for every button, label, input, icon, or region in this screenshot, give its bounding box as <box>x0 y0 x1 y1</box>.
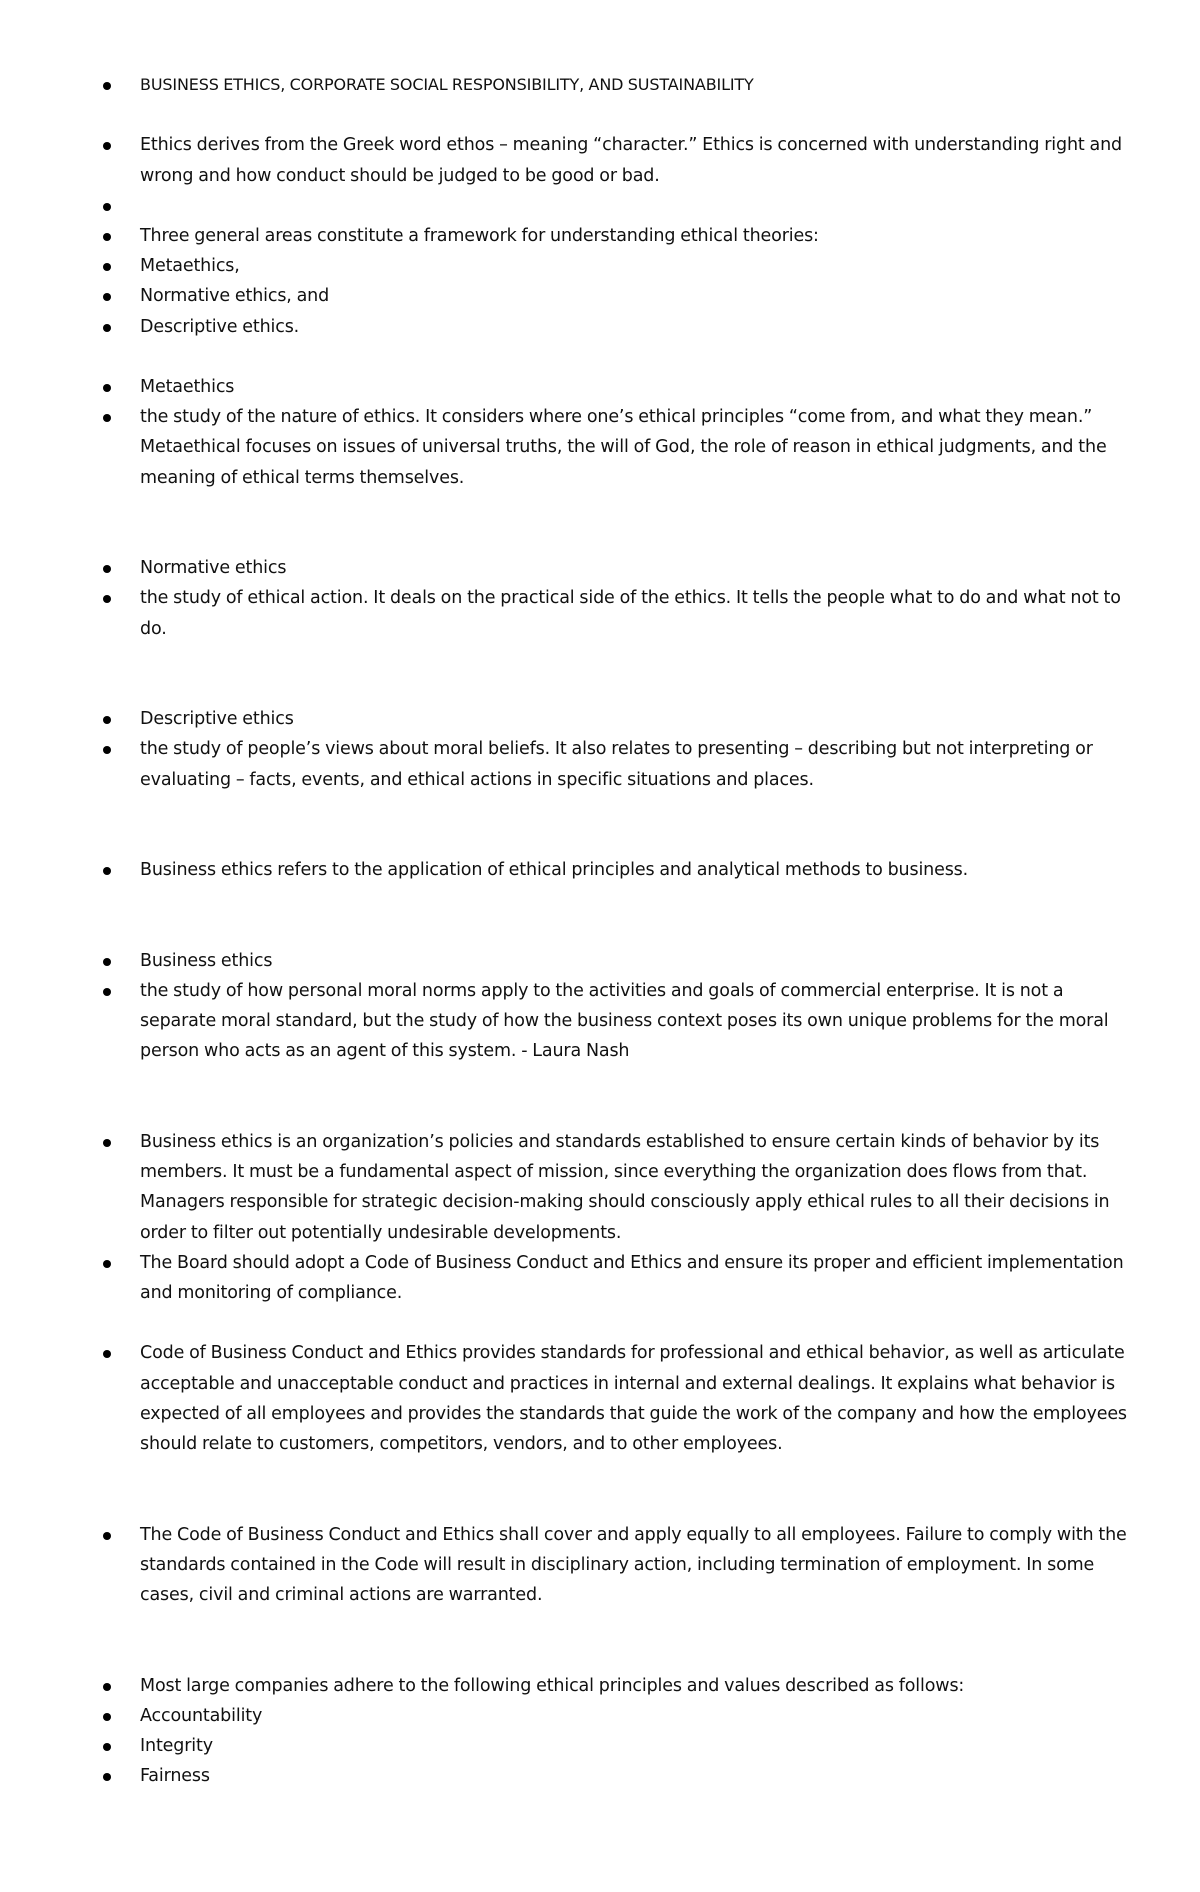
list-item <box>0 312 1200 342</box>
metaethics-heading: Metaethics <box>140 376 235 397</box>
principle-fairness: Fairness <box>140 1766 210 1787</box>
framework-descriptive: Descriptive ethics. <box>140 316 300 337</box>
list-item <box>0 976 1200 1067</box>
list-item <box>0 1731 1200 1761</box>
principles-intro: Most large companies adhere to the following ethical principles and values described as follows: <box>140 1675 965 1696</box>
list-item <box>0 553 1200 583</box>
list-item <box>0 372 1200 402</box>
code-of-conduct-coverage: The Code of Business Conduct and Ethics shall cover and apply equally to all employees. Failure to comply with the standards contained in the Code will result in disciplinary action, including termination of employment. In some cases, civil and criminal actions are warranted. <box>140 1524 1127 1605</box>
list-item <box>0 855 1200 885</box>
principle-accountability: Accountability <box>140 1705 263 1726</box>
list-item <box>0 583 1200 643</box>
metaethics-definition: the study of the nature of ethics. It considers where one’s ethical principles “come from, and what they mean.” Metaethical focuses on issues of universal truths, the will of God, the role of reason in ethical judgments, and the meaning of ethical terms themselves. <box>140 407 1107 488</box>
business-ethics-heading: Business ethics <box>140 950 273 971</box>
list-item <box>0 221 1200 251</box>
list-item <box>0 130 1200 190</box>
descriptive-definition: the study of people’s views about moral beliefs. It also relates to presenting – describing but not interpreting or evaluating – facts, events, and ethical actions in specific situations and places. <box>140 739 1093 790</box>
list-item <box>0 1761 1200 1791</box>
list-item <box>0 1701 1200 1731</box>
business-ethics-nash-quote: the study of how personal moral norms apply to the activities and goals of commercial enterprise. It is not a separate moral standard, but the study of how the business context poses its own unique problems for the moral person who acts as an agent of this system. - Laura Nash <box>140 980 1109 1062</box>
bullet-list <box>0 70 1200 1791</box>
framework-intro: Three general areas constitute a framework for understanding ethical theories: <box>140 225 819 246</box>
document-title: BUSINESS ETHICS, CORPORATE SOCIAL RESPONSIBILITY, AND SUSTAINABILITY <box>140 75 754 94</box>
list-item <box>0 70 1200 100</box>
principle-integrity: Integrity <box>140 1736 213 1756</box>
code-of-conduct-definition: Code of Business Conduct and Ethics provides standards for professional and ethical behavior, as well as articulate acceptable and unacceptable conduct and practices in internal and external dealings. It explains what behavior is expected of all employees and provides the standards that guide the work of the company and how the employees should relate to customers, competitors, vendors, and to other employees. <box>140 1343 1127 1454</box>
list-item <box>0 734 1200 794</box>
list-item <box>0 402 1200 493</box>
business-ethics-policies: Business ethics is an organization’s policies and standards established to ensure certain kinds of behavior by its members. It must be a fundamental aspect of mission, since everything the organization does flows from that. Managers responsible for strategic decision-making should consciously apply ethical rules to all their decisions in order to filter out potentially undesirable developments. <box>140 1131 1110 1243</box>
list-item <box>0 251 1200 281</box>
list-item <box>0 946 1200 976</box>
normative-heading: Normative ethics <box>140 558 287 579</box>
framework-metaethics: Metaethics, <box>140 256 240 277</box>
list-item <box>0 1671 1200 1701</box>
list-item <box>0 1248 1200 1308</box>
descriptive-heading: Descriptive ethics <box>140 709 294 730</box>
business-ethics-application: Business ethics refers to the application of ethical principles and analytical methods to business. <box>140 860 969 881</box>
list-item <box>0 281 1200 311</box>
list-item <box>0 1520 1200 1611</box>
ethics-definition: Ethics derives from the Greek word ethos – meaning “character.” Ethics is concerned with understanding right and wrong and how conduct should be judged to be good or bad. <box>140 135 1122 186</box>
empty-bullet <box>140 191 1130 221</box>
list-item <box>0 1338 1200 1459</box>
normative-definition: the study of ethical action. It deals on the practical side of the ethics. It tells the people what to do and what not to do. <box>140 588 1121 639</box>
list-item <box>0 1127 1200 1248</box>
framework-normative: Normative ethics, and <box>140 286 330 307</box>
list-item <box>0 704 1200 734</box>
board-code-adoption: The Board should adopt a Code of Business Conduct and Ethics and ensure its proper and efficient implementation and monitoring of compliance. <box>140 1252 1124 1303</box>
list-item-empty <box>0 191 1200 221</box>
